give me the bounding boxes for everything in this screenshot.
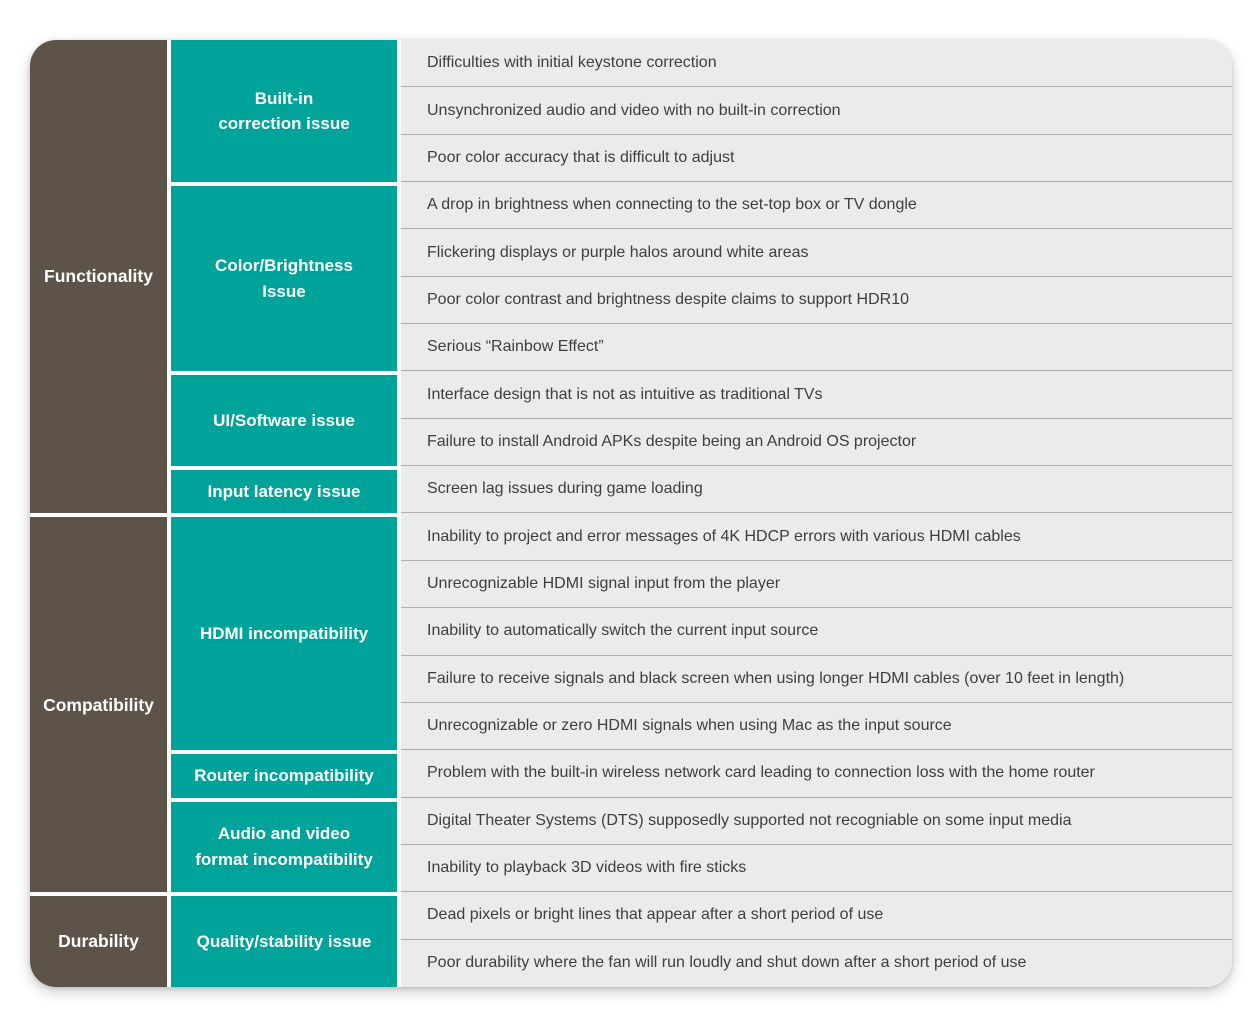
issue-text: Unsynchronized audio and video with no built-in correction [427, 101, 841, 119]
issue-text: Serious “Rainbow Effect” [427, 338, 604, 356]
issue-text: Dead pixels or bright lines that appear after a short period of use [427, 906, 884, 924]
category-cell-compatibility: Compatibility [30, 517, 167, 892]
issue-text: Digital Theater Systems (DTS) supposedly supported not recogniable on some input media [427, 811, 1072, 829]
subcategory-label-line: Issue [262, 281, 306, 301]
issue-row [401, 324, 1232, 371]
issue-row [401, 561, 1232, 608]
subcategory-cell-hdmi-incompatibility [171, 517, 397, 750]
issue-text: Inability to project and error messages of 4K HDCP errors with various HDMI cables [427, 527, 1021, 545]
subcategory-cell-color-brightness-issue [171, 186, 397, 371]
issue-row [401, 798, 1232, 845]
subcategory-cell-built-in-correction-issue [171, 40, 397, 182]
issue-row [401, 892, 1232, 939]
issue-text: Unrecognizable or zero HDMI signals when using Mac as the input source [427, 717, 952, 735]
issue-text: Poor color contrast and brightness despite claims to support HDR10 [427, 290, 910, 308]
issue-row [401, 656, 1232, 703]
subcategory-label-line: correction issue [218, 114, 350, 134]
issue-row [401, 750, 1232, 797]
issue-row [401, 229, 1232, 276]
issue-row [401, 703, 1232, 750]
issue-row [401, 608, 1232, 655]
issue-text: Poor durability where the fan will run loudly and shut down after a short period of use [427, 954, 1027, 972]
subcategory-label-line: Audio and video [217, 824, 351, 844]
subcategory-cell-quality-stability-issue [171, 896, 397, 987]
issue-text: Failure to receive signals and black screen when using longer HDMI cables (over 10 feet in length) [427, 669, 1125, 687]
subcategory-cell-ui-software-issue [171, 375, 397, 466]
issue-row [401, 466, 1232, 513]
subcategory-label-line: Built-in [254, 88, 314, 108]
issue-row [401, 371, 1232, 418]
subcategory-label-line: HDMI incompatibility [199, 624, 369, 644]
issue-text: Failure to install Android APKs despite being an Android OS projector [427, 432, 917, 450]
issue-text: Screen lag issues during game loading [427, 480, 703, 498]
issue-row [401, 182, 1232, 229]
issue-text: A drop in brightness when connecting to the set-top box or TV dongle [427, 196, 917, 214]
subcategory-label-line: Quality/stability issue [196, 931, 372, 951]
issue-taxonomy-board [30, 40, 1232, 987]
issue-text: Difficulties with initial keystone correction [427, 54, 717, 72]
issue-text: Unrecognizable HDMI signal input from the player [427, 575, 781, 593]
subcategory-cell-audio-and-video-format-incompatibility [171, 802, 397, 893]
issue-text: Poor color accuracy that is difficult to adjust [427, 148, 735, 166]
subcategory-cell-input-latency-issue [171, 470, 397, 513]
issue-row [401, 135, 1232, 182]
subcategory-label-line: Router incompatibility [194, 766, 374, 786]
issue-text: Flickering displays or purple halos around white areas [427, 243, 809, 261]
subcategory-label-line: Color/Brightness [215, 256, 353, 276]
issue-row [401, 40, 1232, 87]
issue-row [401, 419, 1232, 466]
issue-text: Inability to playback 3D videos with fire sticks [427, 859, 747, 877]
subcategory-label-line: Input latency issue [207, 482, 361, 502]
subcategory-cell-router-incompatibility [171, 754, 397, 797]
issue-row [401, 513, 1232, 560]
issue-table [30, 40, 1232, 987]
issue-row [401, 940, 1232, 987]
category-cell-durability: Durability [30, 896, 167, 987]
subcategory-label-line: UI/Software issue [213, 411, 355, 431]
issue-text: Problem with the built-in wireless network card leading to connection loss with the home router [427, 764, 1095, 782]
issue-row [401, 845, 1232, 892]
category-cell-functionality: Functionality [30, 40, 167, 513]
issue-text: Inability to automatically switch the current input source [427, 622, 819, 640]
subcategory-label-line: format incompatibility [195, 849, 373, 869]
issue-row [401, 277, 1232, 324]
issue-row [401, 87, 1232, 134]
issue-text: Interface design that is not as intuitive as traditional TVs [427, 385, 823, 403]
